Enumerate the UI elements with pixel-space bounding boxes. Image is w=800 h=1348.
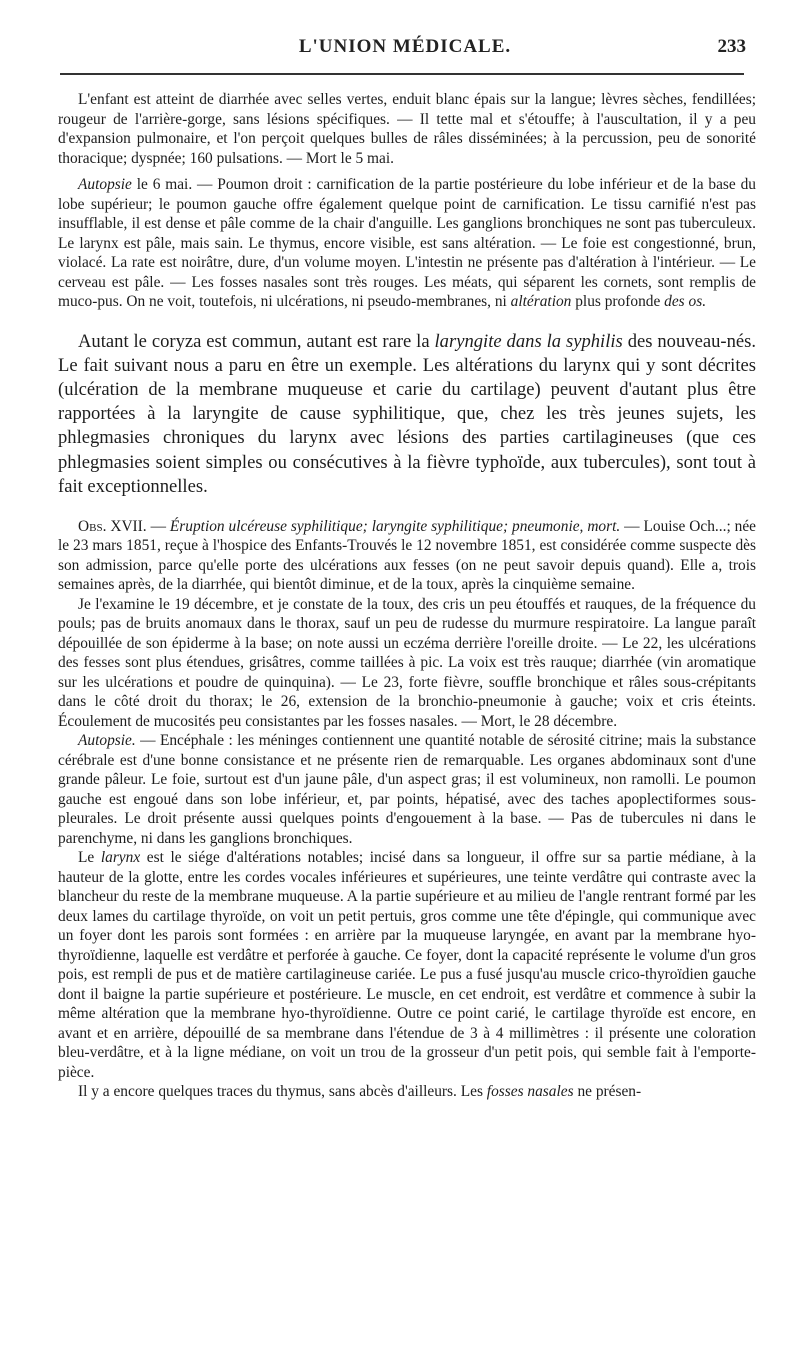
paragraph-clinical-course — [58, 595, 756, 732]
paragraph-observation-title: Obs. XVII. — Éruption ulcéreuse syphilitique; laryngite syphilitique; pneumonie, mort. — Louise Och...; née le 23 mars 1851, reçue à l'hospice des Enfants-Trouvés le 12 novembre 1851, est considérée comme suspecte dès son admission, parce qu'elle porte des ulcérations aux fesses (on ne peut savoir depuis quand). Elle a, trois semaines après, de la diarrhée, qui bientôt diminue, et de la toux, après la cinquième semaine. — [58, 517, 757, 594]
paragraph-text-lead: Autant le coryza est commun, autant est rare la — [78, 330, 435, 352]
paragraph-text-lead: Le — [78, 849, 101, 867]
italic-phrase: larynx — [100, 849, 141, 867]
body-text — [58, 90, 756, 1102]
paragraph-text-tail: plus profonde — [571, 293, 665, 310]
autopsy-label: Autopsie — [78, 176, 132, 193]
paragraph-autopsy-1 — [58, 175, 756, 312]
paragraph-text: des nouveau-nés. Le fait suivant nous a paru en être un exemple. Les altérations du larynx qui y sont décrites (ulcération de la membrane muqueuse et carie du cartilage) peuvent d'autant plus être rapportées à la laryngite de cause syphilitique, que, chez les très jeunes sujets, les phlegmasies chroniques du larynx avec lésions des parties cartilagineuses (que ces phlegmasies soient simples ou consécutives à la fièvre typhoïde, aux tubercules), sont tout à fait exceptionnelles. — [58, 330, 756, 497]
observation-title: Éruption ulcéreuse syphilitique; laryngite syphilitique; pneumonie, mort. — [169, 517, 621, 535]
paragraph-text: Il y a encore quelques traces du thymus, sans abcès d'ailleurs. Les — [78, 1083, 487, 1101]
paragraph-larynx — [58, 848, 756, 1082]
italic-phrase: fosses nasales — [486, 1083, 574, 1101]
paragraph-text-tail: ne présen- — [573, 1083, 642, 1101]
paragraph-text: — Encéphale : les méninges contiennent une quantité notable de sérosité citrine; mais la substance cérébrale est d'une bonne consistance et ne présente rien de remarquable. Les organes abdominaux sont d'une grande pâleur. Le foie, surtout est d'un jaune pâle, d'un aspect gras; il est volumineux, non ramolli. Le poumon gauche est engoué dans son lobe inférieur, et, par points, hépatisé, avec des taches apoplectiformes sous-pleurales. Le droit présente aussi quelques points d'engouement à la base. — Pas de tubercules ni dans le parenchyme, ni dans les ganglions bronchiques. — [58, 732, 756, 847]
paragraph-thymus — [58, 1082, 756, 1102]
paragraph-commentary — [58, 330, 756, 499]
page-number: 233 — [717, 36, 746, 57]
paragraph-autopsy-2 — [58, 731, 756, 848]
autopsy-label: Autopsie. — [78, 732, 136, 750]
italic-phrase: des os. — [664, 293, 707, 310]
paragraph-text: L'enfant est atteint de diarrhée avec selles vertes, enduit blanc épais sur la langue; lèvres sèches, fendillées; rougeur de l'arrière-gorge, sans lésions spécifiques. — Il tette mal et s'étouffe; à l'auscultation, il y a peu d'expansion pulmonaire, et l'on perçoit quelques bulles de râles disséminées; à la percussion, peu de sonorité thoracique; dyspnée; 160 pulsations. — Mort le 5 mai. — [58, 91, 756, 167]
italic-phrase: laryngite dans la syphilis — [434, 330, 623, 352]
header-rule — [60, 73, 744, 75]
paragraph-text: est le siége d'altérations notables; incisé dans sa longueur, il offre sur sa partie médiane, à la hauteur de la glotte, entre les cordes vocales inférieures et supérieures, une teinte verdâtre qui contraste avec la blancheur du reste de la membrane muqueuse. A la partie supérieure et au milieu de l'angle rentrant formé par les deux lames du cartilage thyroïde, on voit un petit pertuis, gros comme une tête d'épingle, qui communique avec un foyer dont les parois sont formées : en arrière par la muqueuse laryngée, en avant par la membrane hyo-thyroïdienne, laquelle est verdâtre et perforée à gauche. Ce foyer, dont la capacité représente le volume d'un gros pois, est rempli de pus et de matière cartilagineuse cariée. Le pus a fusé jusqu'au muscle crico-thyroïdien gauche dont il baigne la partie supérieure et postérieure. Le muscle, en cet endroit, est verdâtre et commence à subir la même altération que la membrane hyo-thyroïdienne. Outre ce point carié, le cartilage thyroïde est encore, en avant et en arrière, dépouillé de sa membrane dans l'étendue de 3 à 4 millimètres : il présente une coloration bleu-verdâtre, et à la ligne médiane, on voit un trou de la grosseur d'un petit pois, qui semble fait à l'emporte-pièce. — [58, 849, 756, 1081]
page-header — [58, 36, 752, 66]
paragraph-case-description — [58, 90, 756, 168]
running-title: L'UNION MÉDICALE. — [298, 36, 512, 57]
paragraph-text: Je l'examine le 19 décembre, et je constate de la toux, des cris un peu étouffés et rauques, de la fréquence du pouls; pas de bruits anomaux dans le thorax, sauf un peu de rudesse du murmure respiratoire. La langue paraît dépouillée de son épiderme à la base; on note aussi un eczéma derrière l'oreille droite. — Le 22, les ulcérations des fesses sont plus étendues, grisâtres, comme taillées à pic. La voix est très rauque; diarrhée (vin aromatique sur les ulcérations et poudre de quinquina). — Le 23, forte fièvre, souffle bronchique et râles sous-crépitants dans le côté droit du thorax; le 26, extension de la bronchio-pneumonie à gauche; voix et cris éteints. Écoulement de mucosités peu consistantes par les fosses nasales. — Mort, le 28 décembre. — [58, 595, 756, 730]
paragraph-text: — Louise Och...; née le 23 mars 1851, reçue à l'hospice des Enfants-Trouvés le 12 novembre 1851, est considérée comme suspecte dès son admission, parce qu'elle porte des ulcérations aux fesses (on ne peut savoir depuis quand). Elle a, trois semaines après, de la diarrhée, qui bientôt diminue, et de la toux, après la cinquième semaine. — [58, 517, 757, 594]
italic-phrase: altération — [510, 293, 572, 310]
paragraph-text: le 6 mai. — Poumon droit : carnification de la partie postérieure du lobe inférieur et de la base du lobe supérieur; le poumon gauche offre également quelque point de carnification. Le tissu carnifié n'est pas insufflable, il est dense et pâle comme de la chair d'anguille. Les ganglions bronchiques ne sont pas tuberculeux. Le larynx est pâle, mais sain. Le thymus, encore visible, est sans altération. — Le foie est congestionné, brun, violacé. La rate est noirâtre, dure, d'un volume moyen. L'intestin ne présente pas d'altération à l'intérieur. — Le cerveau est pâle. — Les fosses nasales sont très rouges. Les méats, qui séparent les cornets, sont remplis de muco-pus. On ne voit, toutefois, ni ulcérations, ni pseudo-membranes, ni — [58, 176, 756, 310]
observation-label: Obs. XVII. — [78, 517, 147, 535]
